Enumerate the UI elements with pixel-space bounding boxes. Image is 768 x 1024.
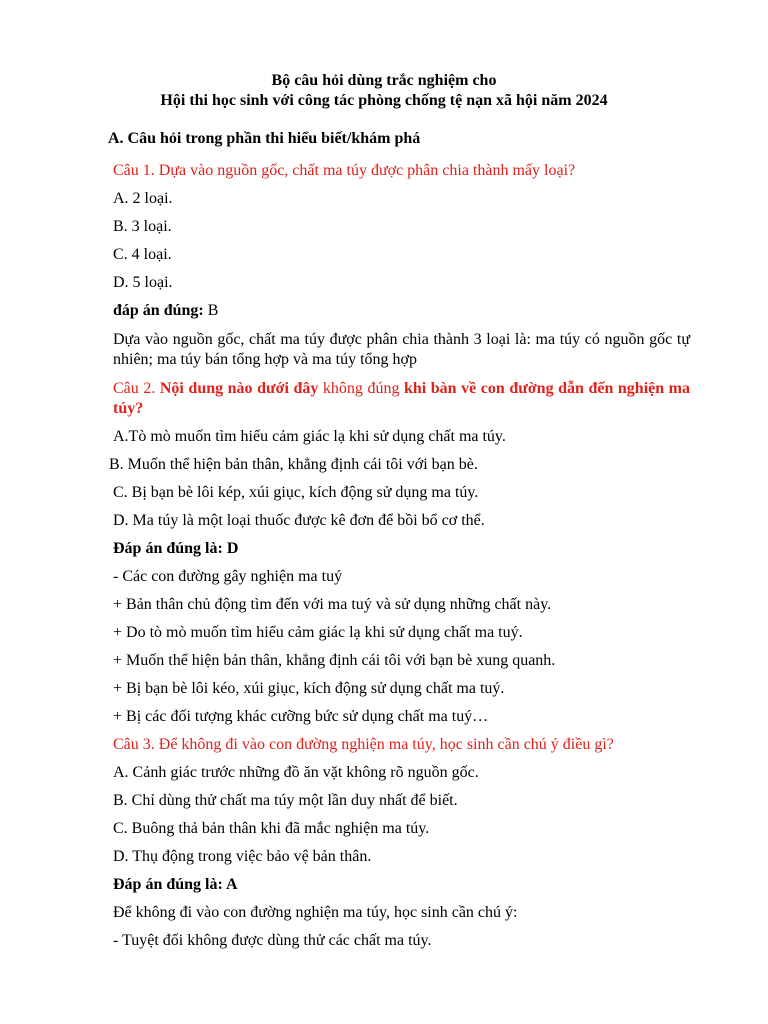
q2-option-d: D. Ma túy là một loại thuốc được kê đơn để bồi bổ cơ thể.	[113, 512, 485, 529]
doc-title-line1: Bộ câu hỏi dùng trắc nghiệm cho	[271, 72, 497, 89]
q3-explanation-line: Để không đi vào con đường nghiện ma túy, học sinh cần chú ý:	[113, 904, 518, 921]
q2-explanation-line: + Bản thân chủ động tìm đến với ma tuý và sử dụng những chất này.	[113, 596, 552, 613]
q2-explanation-line: + Bị các đối tượng khác cưỡng bức sử dụng chất ma tuý…	[113, 708, 489, 725]
q1-option-c: C. 4 loại.	[113, 246, 172, 263]
q3-option-b: B. Chỉ dùng thử chất ma túy một lần duy nhất để biết.	[113, 792, 458, 809]
q1-answer	[113, 302, 218, 320]
q2-answer: Đáp án đúng là: D	[113, 540, 239, 557]
q2-question-bold2: khi bàn về con đường dẫn đến nghiện ma túy?	[113, 380, 691, 417]
q2-explanation-line: + Do tò mò muốn tìm hiểu cảm giác lạ khi sử dụng chất ma tuý.	[113, 624, 523, 641]
q1-option-a: A. 2 loại.	[113, 190, 173, 207]
q2-question-bold1: Nội dung nào dưới đây	[159, 380, 323, 397]
q2-explanation-line: - Các con đường gây nghiện ma tuý	[113, 568, 343, 585]
q1-question: Câu 1. Dựa vào nguồn gốc, chất ma túy được phân chia thành mấy loại?	[113, 162, 576, 179]
q2-question-normal: không đúng	[322, 380, 400, 397]
q1-option-b: B. 3 loại.	[113, 218, 172, 235]
q2-question-prefix: Câu 2.	[113, 380, 160, 397]
q3-option-c: C. Buông thả bản thân khi đã mắc nghiện ma túy.	[113, 820, 430, 837]
q2-explanation-line: + Bị bạn bè lôi kéo, xúi giục, kích động sử dụng chất ma tuý.	[113, 680, 505, 697]
q2-option-b: B. Muốn thể hiện bản thân, khẳng định cái tôi với bạn bè.	[109, 456, 478, 473]
q2-question	[113, 379, 690, 419]
q1-explanation: Dựa vào nguồn gốc, chất ma túy được phân chia thành 3 loại là: ma túy có nguồn gốc tự nhiên; ma túy bán tổng hợp và ma túy tổng hợp	[113, 331, 690, 368]
q2-option-c: C. Bị bạn bè lôi kép, xúi giục, kích động sử dụng ma túy.	[113, 484, 479, 501]
q3-explanation-line: - Tuyệt đối không được dùng thử các chất ma túy.	[113, 932, 432, 949]
q1-option-d: D. 5 loại.	[113, 274, 173, 291]
q1-answer-label: đáp án đúng:	[113, 302, 204, 319]
q3-question: Câu 3. Để không đi vào con đường nghiện ma túy, học sinh cần chú ý điều gì?	[113, 736, 614, 753]
q3-option-a: A. Cảnh giác trước những đồ ăn vặt không rõ nguồn gốc.	[113, 764, 479, 781]
q2-option-a: A.Tò mò muốn tìm hiểu cảm giác lạ khi sử dụng chất ma túy.	[113, 428, 506, 445]
q3-option-d: D. Thụ động trong việc bảo vệ bản thân.	[113, 848, 372, 865]
doc-title-line2: Hội thi học sinh với công tác phòng chống tệ nạn xã hội năm 2024	[160, 92, 608, 109]
q3-answer: Đáp án đúng là: A	[113, 876, 238, 893]
section-a-heading: A. Câu hỏi trong phần thi hiểu biết/khám phá	[108, 130, 421, 147]
q2-explanation-line: + Muốn thể hiện bản thân, khẳng định cái tôi với bạn bè xung quanh.	[113, 652, 556, 669]
q1-answer-value: B	[203, 302, 219, 319]
